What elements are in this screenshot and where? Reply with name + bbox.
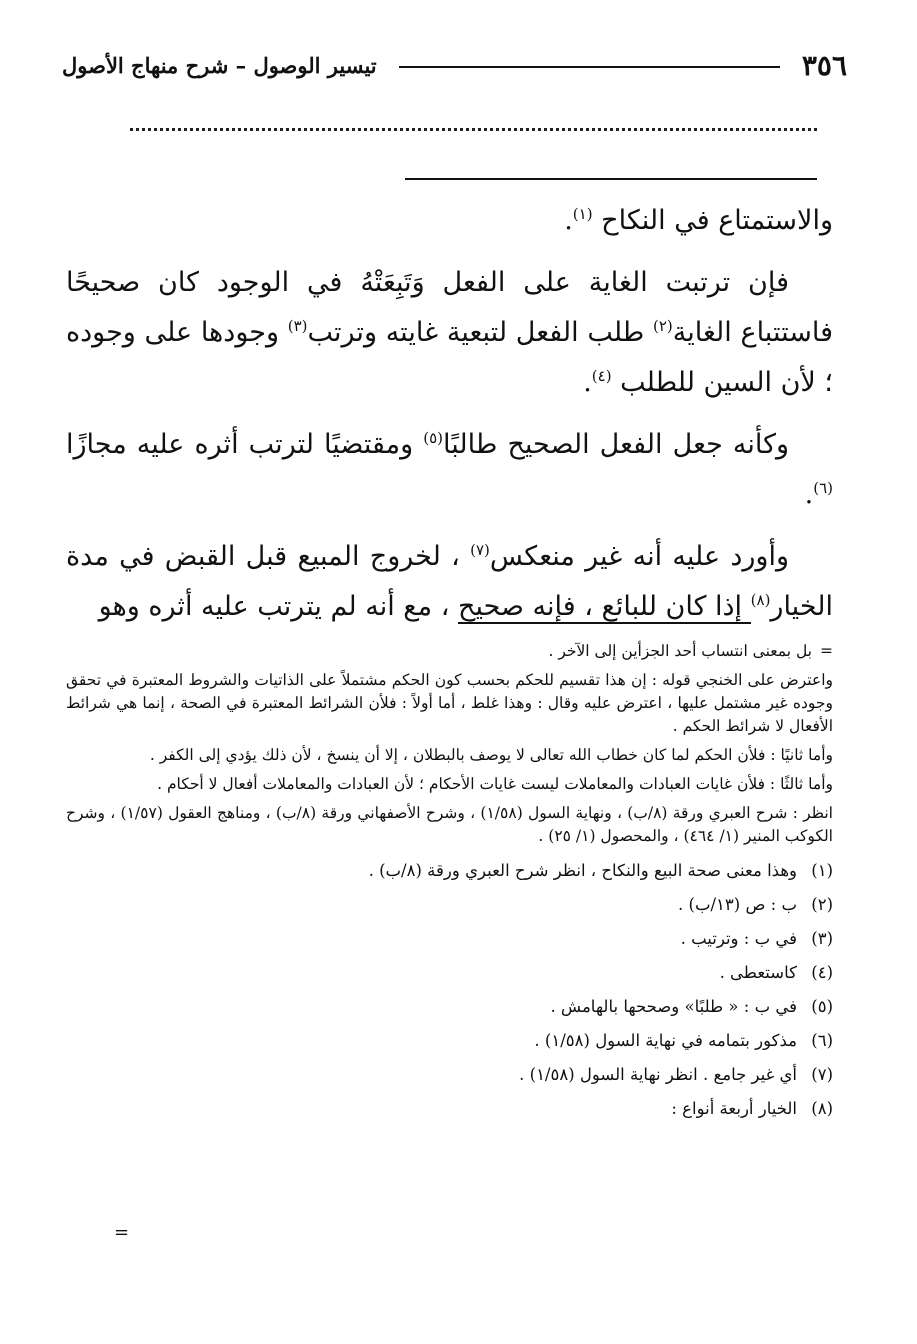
footnote-number: (٢)	[811, 895, 833, 914]
main-text	[66, 196, 833, 644]
footnote-ref: (٨)	[750, 591, 771, 609]
footnotes	[66, 640, 833, 1126]
footnote-item	[66, 854, 833, 888]
footnote-text: في ب : « طلبًا» وصححها بالهامش .	[550, 997, 797, 1016]
continuation-mark: =	[114, 1222, 130, 1243]
footnote-text: الخيار أربعة أنواع :	[671, 1099, 797, 1118]
footnote-list	[66, 854, 833, 1126]
page-header	[62, 40, 847, 90]
footnote-ref: (٢)	[653, 317, 673, 335]
page-number: ٣٥٦	[801, 48, 847, 82]
footnote-ref: (٥)	[423, 429, 444, 447]
header-rule	[399, 66, 780, 68]
footnote-ref: (٤)	[591, 367, 612, 385]
footnote-number: (١)	[811, 861, 833, 880]
underlined-text: إذا كان للبائع ، فإنه صحيح	[458, 591, 751, 622]
footnote-item	[66, 990, 833, 1024]
footnote-item	[66, 956, 833, 990]
footnote-ref: (٣)	[287, 317, 308, 335]
footnote-references: انظر : شرح العبري ورقة (٨/ب) ، ونهاية السول (١/٥٨) ، وشرح الأصفهاني ورقة (٨/ب) ، ومناهج العقول (١/٥٧) ، وشرح الكوكب المنير (١/ ٤٦٤) ، والمحصول (١/ ٢٥) .	[66, 804, 833, 845]
paragraph-2: فإن ترتبت الغاية على الفعل وَتَبِعَتْهُ في الوجود كان صحيحًا فاستتباع الغاية$^{(٢)}$ طلب الفعل لتبعية غايته وترتب$^{(٣)}$ وجودها على وجوده ؛ لأن السين للطلب $^{(٤)}$.	[66, 267, 833, 398]
footnote-item	[66, 888, 833, 922]
continuation-mark: =	[820, 642, 833, 660]
footnote-text: أي غير جامع . انظر نهاية السول (١/٥٨) .	[519, 1065, 797, 1084]
paragraph-3: وكأنه جعل الفعل الصحيح طالبًا$^{(٥)}$ ومقتضيًا لترتب أثره عليه مجازًا $^{(٦)}$.	[66, 429, 833, 510]
paragraph-1: والاستمتاع في النكاح $^{(١)}$.	[564, 205, 833, 236]
footnote-ref: (٧)	[470, 541, 490, 559]
footnote-ref: (١)	[572, 205, 593, 223]
footnote-item	[66, 1058, 833, 1092]
footnote-continuation: واعترض على الخنجي قوله : إن هذا تقسيم للحكم بحسب كون الحكم مشتملاً على الذاتيات والشروط المعتبرة في تحقق وجوده غير مشتمل عليها ، اعترض عليه وقال : وهذا غلط ، أما أولاً : فلأن الشرائط المعتبرة في الصحة ، إنما هي شرائط الأفعال لا شرائط الحكم .	[66, 671, 833, 735]
paragraph-4: وأورد عليه أنه غير منعكس$^{(٧)}$ ، لخروج المبيع قبل القبض في مدة الخيار$^{(٨)}$ إذا كان للبائع ، فإنه صحيح ، مع أنه لم يترتب عليه أثره وهو	[66, 541, 833, 622]
footnote-number: (٧)	[811, 1065, 833, 1084]
footnote-continuation: =بل بمعنى انتساب أحد الجزأين إلى الآخر .	[548, 642, 833, 660]
dotted-separator	[130, 128, 817, 131]
footnote-text: ب : ص (١٣/ب) .	[678, 895, 797, 914]
section-rule	[405, 178, 817, 180]
footnote-item	[66, 1024, 833, 1058]
footnote-number: (٥)	[811, 997, 833, 1016]
footnote-number: (٤)	[811, 963, 833, 982]
footnote-item	[66, 922, 833, 956]
footnote-item	[66, 1092, 833, 1126]
footnote-text: مذكور بتمامه في نهاية السول (١/٥٨) .	[534, 1031, 797, 1050]
footnote-number: (٣)	[811, 929, 833, 948]
footnote-text: وهذا معنى صحة البيع والنكاح ، انظر شرح العبري ورقة (٨/ب) .	[368, 861, 797, 880]
footnote-continuation: وأما ثالثًا : فلأن غايات العبادات والمعاملات ليست غايات الأحكام ؛ لأن العبادات والمعاملات أفعال لا أحكام .	[157, 775, 833, 793]
footnote-ref: (٦)	[813, 479, 833, 497]
running-title: تيسير الوصول – شرح منهاج الأصول	[62, 52, 377, 78]
footnote-text: في ب : وترتيب .	[680, 929, 797, 948]
footnote-number: (٦)	[811, 1031, 833, 1050]
footnote-number: (٨)	[811, 1099, 833, 1118]
footnote-continuation: وأما ثانيًا : فلأن الحكم لما كان خطاب الله تعالى لا يوصف بالبطلان ، إلا أن ينسخ ، لأن ذلك يؤدي إلى الكفر .	[149, 746, 833, 764]
footnote-text: كاستعطى .	[719, 963, 797, 982]
